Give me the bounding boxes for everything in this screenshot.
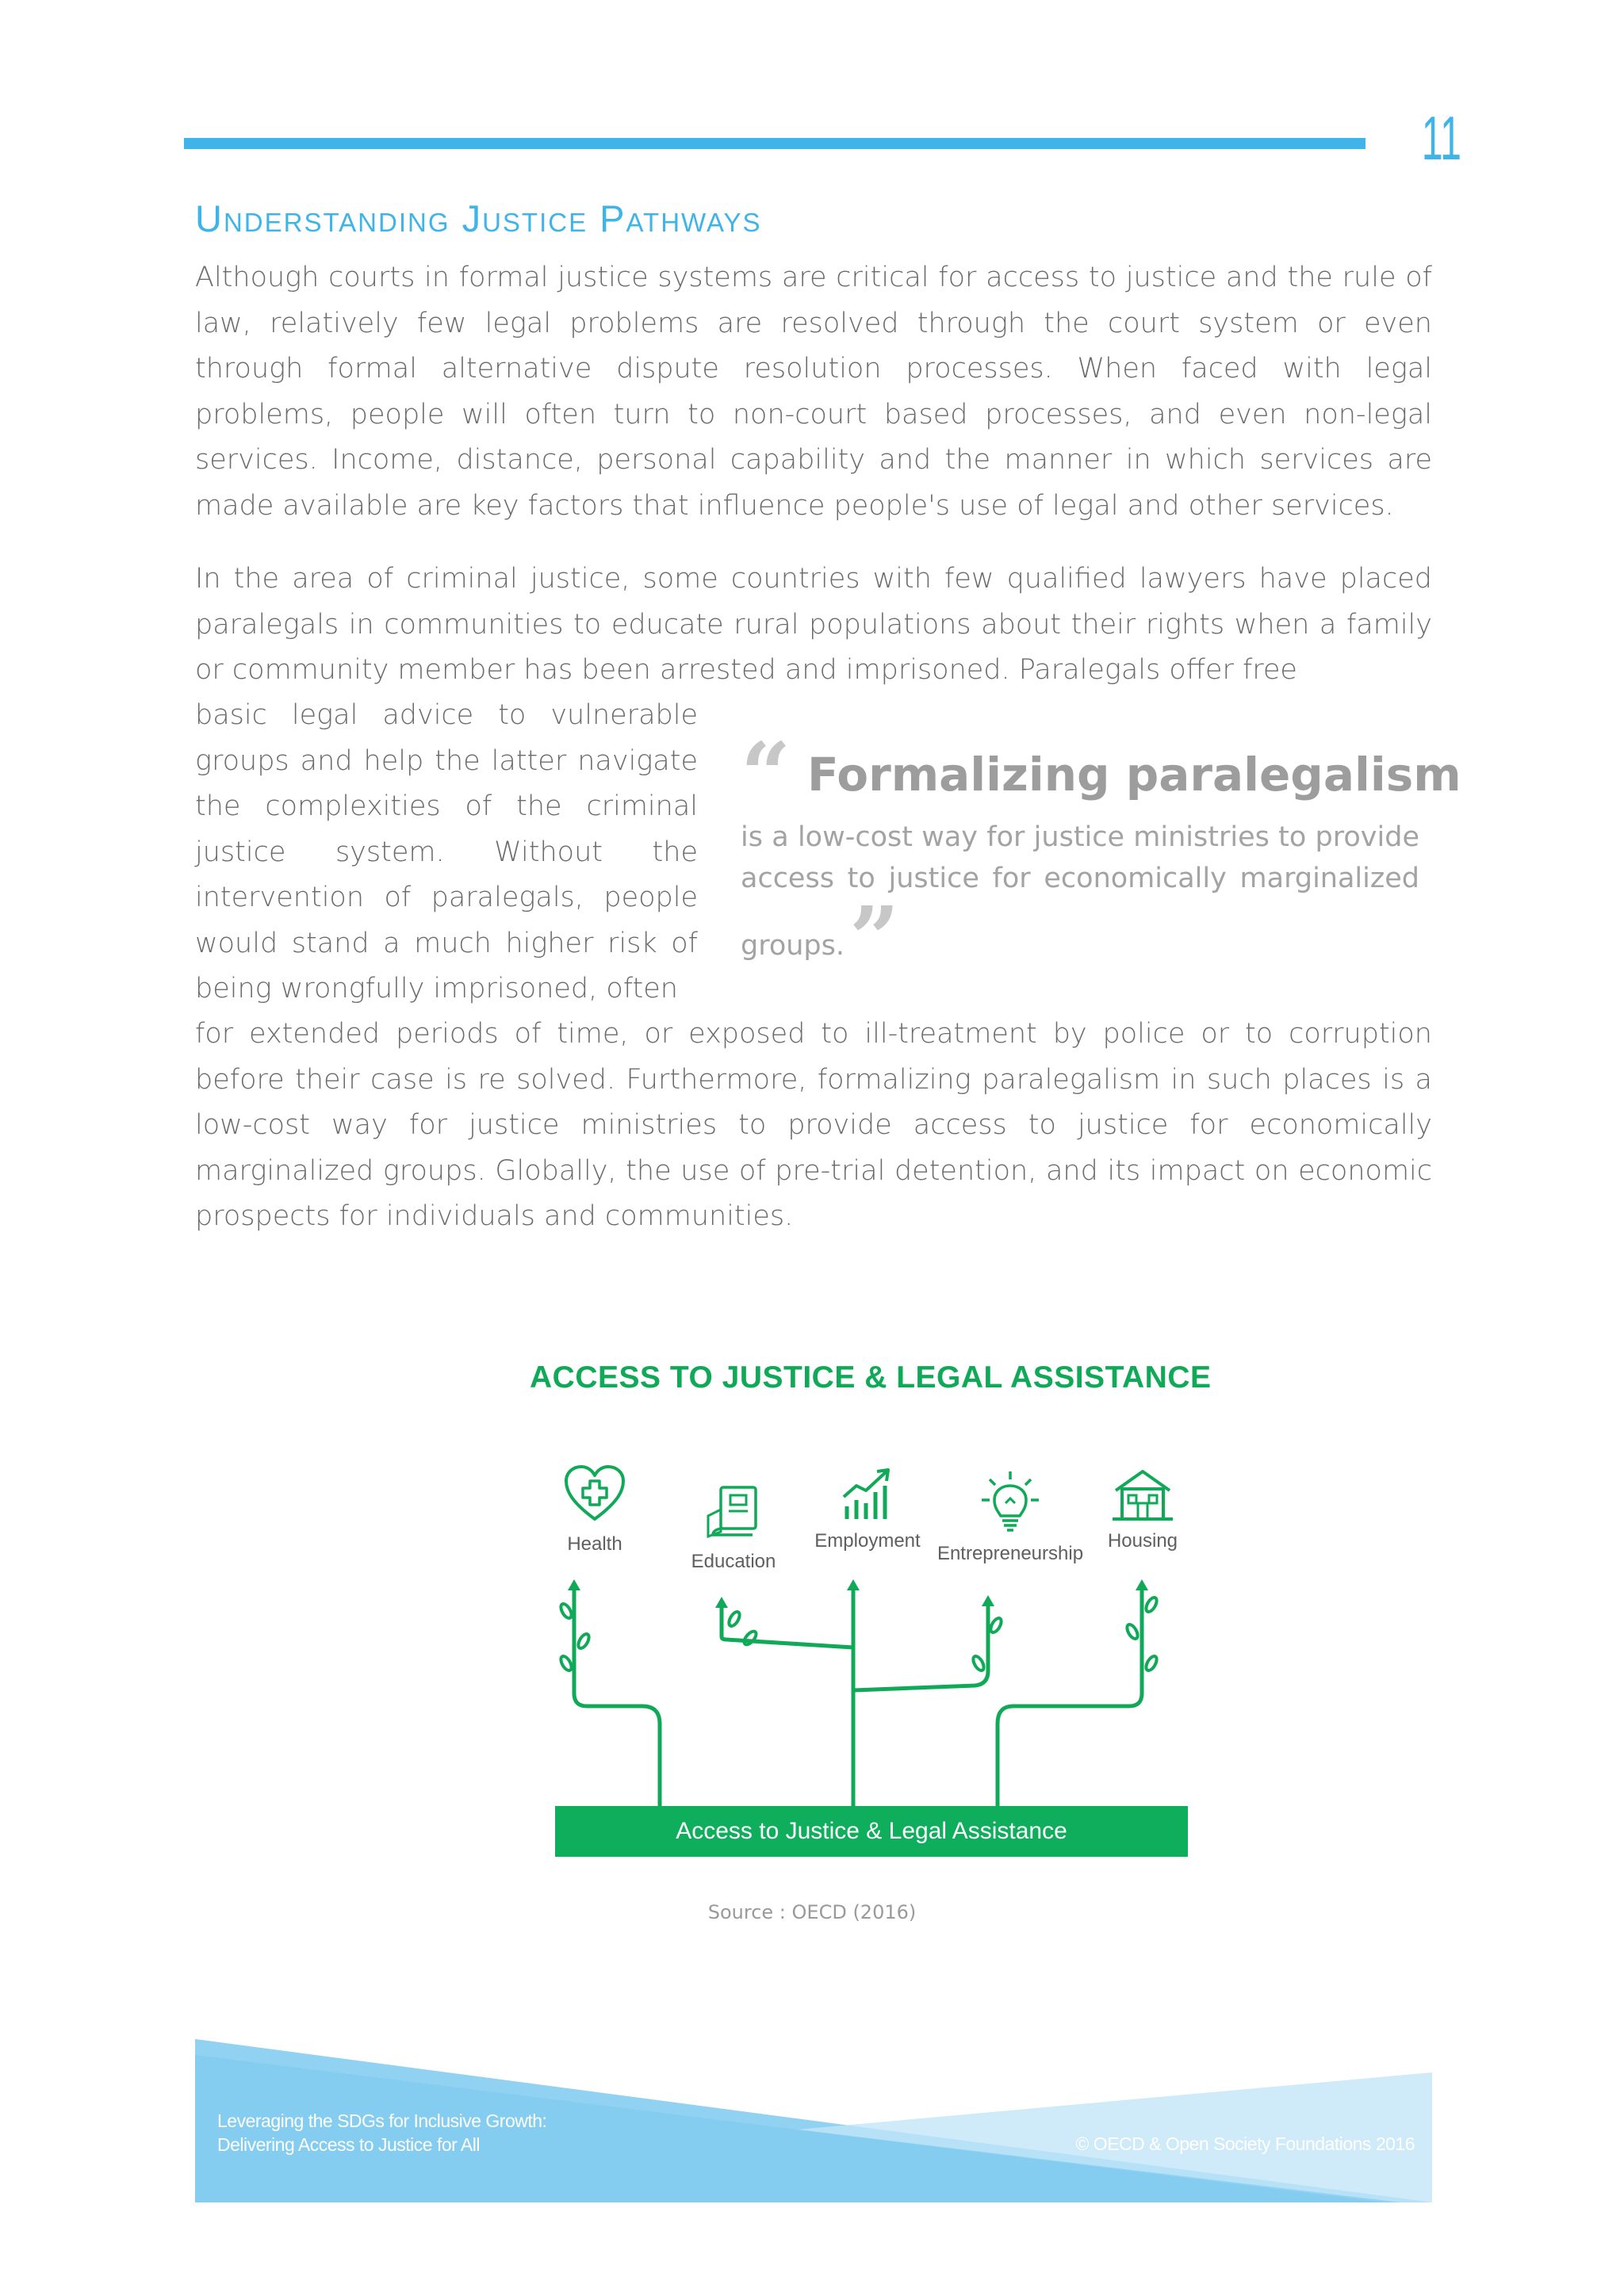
pull-quote-body bbox=[741, 817, 1419, 989]
infographic-label: Housing bbox=[1107, 1530, 1178, 1552]
book-icon bbox=[703, 1484, 764, 1540]
footer-line-2: Delivering Access to Justice for All bbox=[217, 2134, 480, 2155]
infographic-item-employment bbox=[798, 1467, 937, 1552]
body-paragraph-1: Although courts in formal justice systems are critical for access to justice and the rule of law, relatively few legal problems are resolved through the court system or even through formal alternative dispute resolution processes. When faced with legal problems, people will often turn to non-court based processes, and even non-legal services. Income, distance, personal capability and the manner in which services are made available are key factors that influence people's use of legal and other services. bbox=[195, 262, 1432, 522]
header-rule bbox=[184, 138, 1365, 149]
infographic-base-bar: Access to Justice & Legal Assistance bbox=[555, 1806, 1188, 1857]
section-heading: Understanding Justice Pathways bbox=[195, 197, 762, 239]
open-quote-icon: “ bbox=[741, 723, 791, 825]
infographic-label: Employment bbox=[814, 1530, 921, 1552]
infographic-label: Entrepreneurship bbox=[936, 1543, 1084, 1564]
infographic-item-health bbox=[547, 1464, 642, 1556]
lightbulb-icon bbox=[979, 1470, 1042, 1536]
infographic-label: Education bbox=[691, 1551, 776, 1572]
infographic-title: ACCESS TO JUSTICE & LEGAL ASSISTANCE bbox=[530, 1360, 1212, 1395]
heart-cross-icon bbox=[563, 1464, 626, 1524]
infographic-item-housing bbox=[1099, 1467, 1186, 1552]
page-number: 11 bbox=[1421, 103, 1462, 173]
source-caption: Source : OECD (2016) bbox=[707, 1901, 917, 1923]
infographic-item-education bbox=[674, 1484, 793, 1573]
infographic-label: Health bbox=[567, 1533, 622, 1555]
body-paragraph-2: In the area of criminal justice, some countries with few qualified lawyers have placed paralegals in communities to educate rural populations about their rights when a family or community member has been arrested and imprisoned. Paralegals offer free bbox=[195, 563, 1432, 686]
pull-quote-title: Formalizing paralegalism bbox=[807, 748, 1461, 802]
footer-publication-title bbox=[217, 2109, 546, 2156]
body-paragraph-2-continued: for extended periods of time, or exposed to ill-treatment by police or to corruption before their case is re solved. Furthermore, formalizing paralegalism in such places is a low-cost way for justice ministries to provide access to justice for economically marginalized groups. Globally, the use of pre-trial detention, and its impact on economic prospects for individuals and communities. bbox=[195, 1018, 1432, 1232]
body-paragraph-2-wrapped: basic legal advice to vulnerable groups and help the latter navigate the complexities of the criminal justice system. Without the intervention of paralegals, people would stand a much higher risk of being wrongfully imprisoned, often bbox=[195, 699, 698, 1004]
pathways-tree-diagram bbox=[523, 1575, 1205, 1812]
infographic-item-entrepreneurship bbox=[923, 1470, 1097, 1565]
house-icon bbox=[1111, 1467, 1174, 1522]
pull-quote-text-end: groups. bbox=[741, 930, 845, 962]
footer-copyright: © OECD & Open Society Foundations 2016 bbox=[1075, 2133, 1415, 2154]
pull-quote-text: is a low-cost way for justice ministries to provide access to justice for economically marginalized bbox=[741, 821, 1419, 894]
footer-line-1: Leveraging the SDGs for Inclusive Growth: bbox=[217, 2110, 547, 2131]
close-quote-icon: ” bbox=[849, 887, 900, 989]
growth-chart-icon bbox=[839, 1467, 896, 1522]
